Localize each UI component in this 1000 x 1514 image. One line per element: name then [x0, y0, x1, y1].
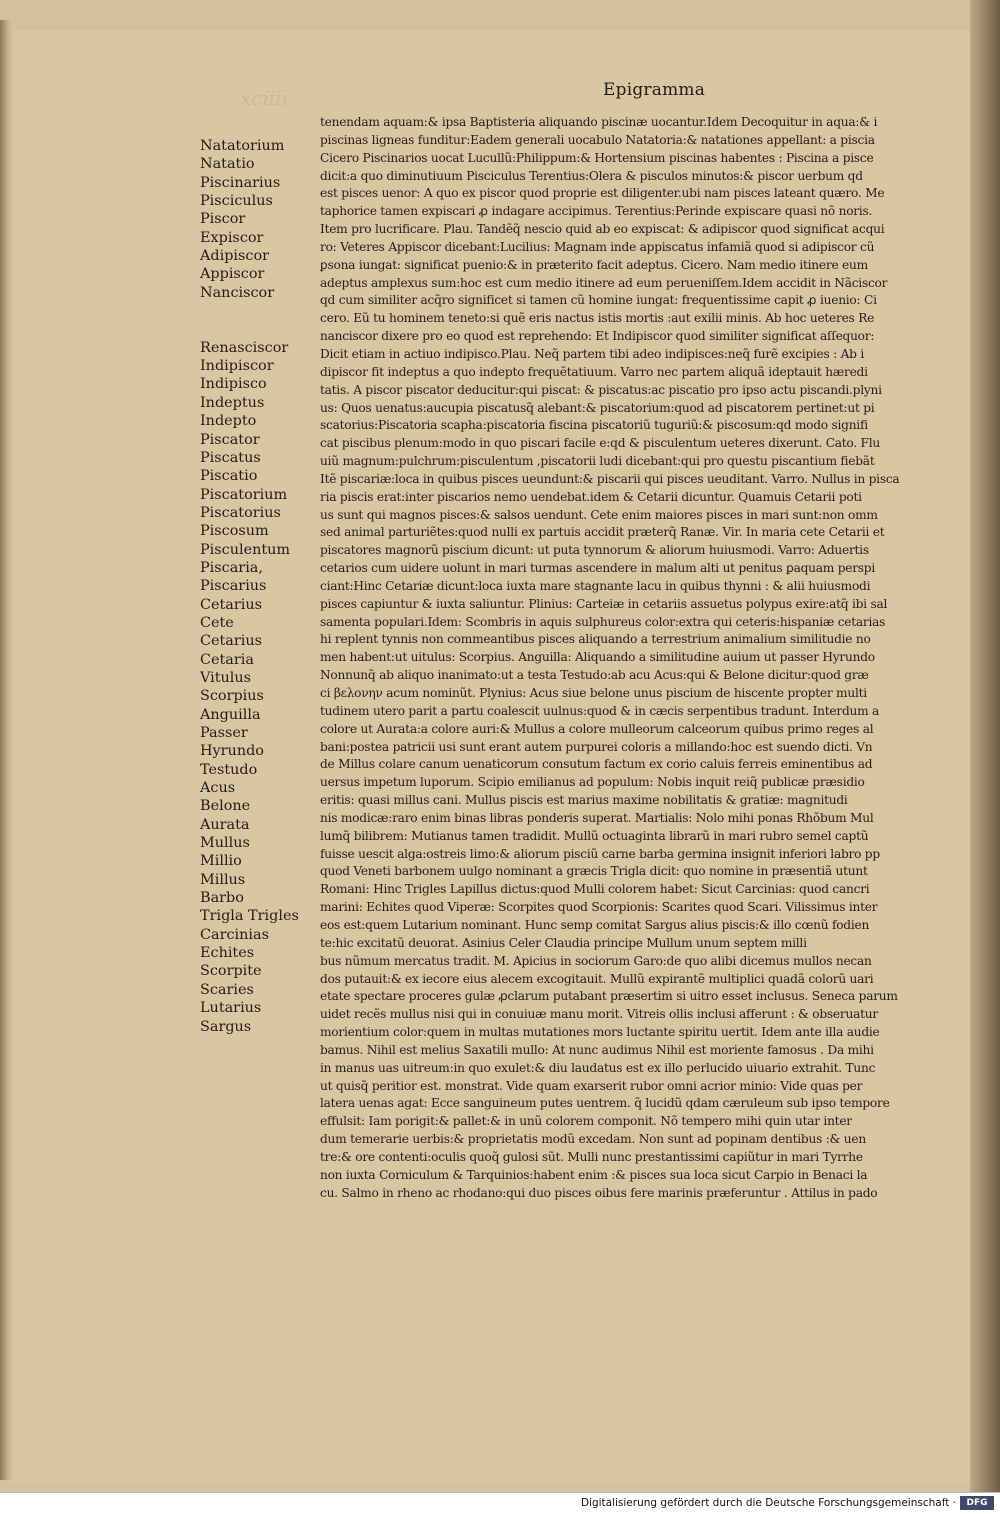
margin-word: Anguilla	[200, 706, 261, 723]
text-line: dum temerarie uerbis:& proprietatis modũ excedam. Non sunt ad popinam dentibus :& uen	[320, 1132, 866, 1147]
text-line: piscatores magnorũ piscium dicunt: ut puta tynnorum & aliorum huiusmodi. Varro: Aduertis	[320, 543, 869, 558]
text-line: taphorice tamen expiscari ꝓ indagare accipimus. Terentius:Perinde expiscare quasi nõ noris.	[320, 204, 873, 219]
text-line: ro: Veteres Appiscor dicebant:Lucilius: Magnam inde appiscatus infamiã quod si adipiscor cũ	[320, 239, 875, 254]
text-line: piscinas ligneas funditur:Eadem generali uocabulo Natatoria:& natationes appellant: a piscia	[320, 132, 875, 147]
text-line: colore ut Aurata:a colore auri:& Mullus a colore mulleorum calceorum quibus primo reges al	[320, 721, 874, 736]
funding-credit: Digitalisierung gefördert durch die Deutsche Forschungsgemeinschaft ·	[580, 1497, 956, 1509]
text-line: effulsit: Iam porigit:& pallet:& in unũ colorem componit. Nõ tempero mihi quin utar inter	[320, 1114, 852, 1129]
margin-word: Hyrundo	[200, 743, 264, 760]
margin-word: Piscarius	[200, 578, 267, 595]
margin-word: Lutarius	[200, 1000, 262, 1017]
text-line: marini: Echites quod Viperæ: Scorpites quod Scorpionis: Scarites quod Scari. Vilissimus inter	[320, 900, 878, 915]
margin-word: Millio	[200, 853, 242, 870]
margin-word: Natatorium	[200, 138, 285, 154]
footer-bar	[0, 1492, 1000, 1514]
text-line: bani:postea patricii usi sunt erant autem purpurei coloris a millando:hoc est suendo dicti. Vn	[320, 739, 873, 754]
text-line: qd cum similiter acq̃ro significet si tamen cũ homine iungat: frequentissime capit ꝓ iuenio: Ci	[320, 293, 877, 308]
text-line: Itẽ piscariæ:loca in quibus pisces ueundunt:& piscarii qui pisces ueuditant. Varro. Nullus in pisca	[320, 471, 900, 486]
text-line: pisces capiuntur & iuxta saliuntur. Plinius: Carteiæ in cetariis assuetus polypus exire:atq̃ ibi sal	[320, 596, 888, 611]
text-line: Item pro lucrificare. Plau. Tandẽq̃ nescio quid ab eo expiscat: & adipiscor quod significat acqui	[320, 222, 885, 237]
text-line: samenta populari.Idem: Scombris in aquis sulphureus color:extra qui ceteris:hispaniæ cetarias	[320, 614, 886, 629]
margin-word	[200, 320, 318, 338]
margin-word: Piscaria,	[200, 559, 263, 576]
text-line: men habent:ut uitulus: Scorpius. Anguilla: Aliquando a similitudine auium ut passer Hyrundo	[320, 650, 875, 665]
margin-word: Adipiscor	[200, 248, 270, 265]
text-line: bamus. Nihil est melius Saxatili mullo: At nunc audimus Nihil est moriente famosus . Da mihi	[320, 1042, 874, 1057]
page-edge-shadow	[970, 0, 1000, 1492]
text-line: hi replent tynnis non commeantibus pisces aliquando a terrestrium animalium similitudie no	[320, 632, 871, 647]
text-line: cu. Salmo in rheno ac rhodano:qui duo pisces oibus fere marinis præferuntur . Attilus in pado	[320, 1185, 878, 1200]
text-line: latera uenas agat: Ecce sanguineum putes uentrem. q̃ lucidũ qdam cæruleum sub ipso tempore	[320, 1096, 890, 1111]
text-line: te:hic excitatũ deuorat. Asinius Celer Claudia principe Mullum unum septem milli	[320, 935, 807, 950]
text-line: etate spectare proceres gulæ ꝓclarum putabant præsertim si uitro esset inclusus. Seneca parum	[320, 989, 898, 1004]
margin-word: Mullus	[200, 835, 250, 852]
running-head: Epigramma	[603, 80, 706, 100]
text-line: ꝑsona iungat: significat puenio:& in præterito facit adeptus. Cicero. Nam medio itinere eum	[320, 257, 868, 272]
margin-word: Cetarius	[200, 596, 263, 613]
margin-word: Acus	[200, 780, 236, 797]
text-line: tenendam aquam:& ipsa Baptisteria aliquando piscinæ uocantur.Idem Decoquitur in aqua:& i	[320, 115, 878, 129]
text-line: nanciscor dixere pro eo quod est reprehendo: Et Indipiscor quod similiter significat aſſequor:	[320, 329, 875, 344]
text-line: bus nũmum mercatus tradit. M. Apicius in sociorum Garo:de quo alibi dicemus mullos necan	[320, 953, 872, 968]
margin-word: Indepto	[200, 413, 257, 430]
margin-word: Pisciculus	[200, 193, 273, 210]
text-line: de Millus colare canum uenaticorum consutum factum ex corio caluis ferreis eminentibus ad	[320, 757, 873, 772]
margin-word: Piscator	[200, 431, 260, 448]
text-line: us sunt qui magnos pisces:& salsos uendunt. Cete enim maiores pisces in mari sunt:non omm	[320, 507, 878, 522]
margin-word: Nanciscor	[200, 284, 275, 301]
margin-word: Barbo	[200, 890, 244, 907]
margin-word: Sargus	[200, 1018, 252, 1035]
margin-word: Scorpius	[200, 688, 264, 705]
text-line: Cicero Piscinarios uocat Lucullũ:Philippum:& Hortensium piscinas habentes : Piscina a pisce	[320, 150, 874, 165]
text-line: ria piscis erat:inter piscarios nemo uendebat.idem & Cetarii dicuntur. Quamuis Cetarii poti	[320, 489, 862, 504]
text-line: non iuxta Corniculum & Tarquinios:habent enim :& pisces sua loca sicut Carpio in Benaci la	[320, 1167, 868, 1182]
text-line: tre:& ore contenti:oculis quoq̃ gulosi sũt. Mulli nunc prestantissimi capiũtur in mari Tyrrhe	[320, 1149, 863, 1164]
text-line: sed animal parturiẽtes:quod nulli ex partuis accidit præterq̃ Ranæ. Vir. In maria cete Cetarii et	[320, 525, 885, 540]
margin-word: Piscatio	[200, 468, 258, 485]
margin-word: Scaries	[200, 981, 254, 998]
text-line: nis modicæ:raro enim binas libras ponderis superat. Martialis: Nolo mihi ponas Rhõbum Mul	[320, 810, 874, 825]
margin-word: Indeptus	[200, 394, 265, 411]
text-line: est pisces uenor: A quo ex piscor quod proprie est diligenter.ubi nam pisces lateant quæro. Me	[320, 186, 885, 201]
margin-word: Piscatorius	[200, 504, 281, 521]
margin-word: Millus	[200, 871, 246, 888]
text-line: tatis. A piscor piscator deducitur:qui piscat: & piscatus:ac piscatio pro ipso actu piscandi.plyni	[320, 382, 882, 397]
dfg-logo: DFG	[960, 1496, 994, 1510]
text-line: cetarios cum uidere uolunt in mari turmas ascendere in malum alti ut penitus ꝑaquam perspi	[320, 561, 875, 576]
margin-word: Piscinarius	[200, 174, 281, 191]
margin-word: Natatio	[200, 156, 255, 173]
text-line: ciant:Hinc Cetariæ dicunt:loca iuxta mare stagnante lacu in quibus thynni : & alii huiusmodi	[320, 578, 871, 593]
margin-word: Piscatorium	[200, 486, 288, 503]
main-text-block	[320, 114, 962, 1202]
text-line: dipiscor fit indeptus a quo indepto frequẽtatiuum. Varro nec partem aliquã ideptauit hæredi	[320, 364, 868, 379]
text-line: Nonnunq̃ ab aliquo inanimato:ut a testa Testudo:ab acu Acus:qui & Belone dicitur:quod græ	[320, 668, 869, 683]
show-through-folio: xciiii	[240, 86, 289, 110]
text-line: lumq̃ bilibrem: Mutianus tamen tradidit. Mullũ octuaginta librarũ in mari rubro semel captũ	[320, 828, 869, 843]
text-line: adeptus amplexus sum:hoc est cum medio itinere ad eum perueniſſem.Idem accidit in Nãciscor	[320, 275, 888, 290]
text-line: ci βελονην acum nominũt. Plynius: Acus siue belone unus piscium de hiscente propter multi	[320, 686, 867, 700]
text-line: morientium color:quem in multas mutationes mors luctante spiritu uertit. Idem ante illa audie	[320, 1025, 880, 1040]
margin-word: Cetaria	[200, 651, 254, 668]
text-line: Romani: Hinc Trigles Lapillus dictus:quod Mulli colorem habet: Sicut Carcinias: quod cancri	[320, 882, 870, 897]
text-line: ut quisq̃ peritior est. monstrat. Vide quam exarserit rubor omni acrior minio: Vide quas per	[320, 1078, 863, 1093]
margin-word: Piscor	[200, 211, 246, 228]
text-line: cat piscibus plenum:modo in quo piscari facile e:qd & pisculentum ueteres dixerunt. Cato. Flu	[320, 436, 881, 451]
margin-word: Indipisco	[200, 376, 267, 393]
text-line: dos putauit:& ex iecore eius alecem excogitauit. Mullũ expirantẽ multiplici quadã colorũ uari	[320, 971, 874, 986]
text-line: in manus uas uitreum:in quo exulet:& diu laudatus est ex illo perlucido uiuario extrahit. Tunc	[320, 1060, 876, 1075]
margin-word: Indipiscor	[200, 358, 274, 375]
text-line: us: Quos uenatus:aucupia piscatusq̃ alebant:& piscatorium:quod ad piscatorem pertinet:ut pi	[320, 400, 875, 415]
margin-word: Trigla Trigles	[200, 908, 299, 925]
margin-word: Renasciscor	[200, 339, 289, 356]
margin-word: Pisculentum	[200, 541, 291, 558]
margin-word: Belone	[200, 798, 251, 815]
margin-word: Carcinias	[200, 926, 269, 943]
text-line: tudinem utero parit a partu coalescit uulnus:quod & in cæcis serpentibus tradunt. Interdum a	[320, 703, 880, 718]
text-line: cero. Eũ tu hominem teneto:si quẽ eris nactus istis mortis :aut exilii minis. Ab hoc ueteres Re	[320, 311, 875, 326]
margin-word: Cete	[200, 614, 234, 631]
margin-word: Echites	[200, 945, 255, 962]
text-line: Dicit etiam in actiuo indipisco.Plau. Neq̃ partem tibi adeo indipisces:neq̃ furẽ excipies : Ab i	[320, 346, 864, 361]
text-line: eritis: quasi millus cani. Mullus piscis est marius maxime nobilitatis & gratiæ: magnitudi	[320, 793, 848, 808]
margin-word: Piscatus	[200, 449, 261, 466]
text-line: uiũ magnum:pulchrum:pisculentum ,piscatorii ludi dicebant:qui pro questu piscantium fiebãt	[320, 454, 875, 469]
margin-word	[200, 302, 318, 320]
margin-word: Vitulus	[200, 669, 252, 686]
text-line: uidet recẽs mullus nisi qui in conuiuæ manu morit. Vitreis ollis inclusi afferunt : & obseruatur	[320, 1007, 878, 1022]
margin-word: Cetarius	[200, 633, 263, 650]
margin-word: Appiscor	[200, 266, 265, 283]
margin-word: Testudo	[200, 761, 258, 778]
margin-word: Passer	[200, 725, 248, 741]
text-line: fuisse uescit alga:ostreis limo:& aliorum pisciũ carne barba germina insignit inferiori labro pp	[320, 846, 880, 861]
text-line: dicit:a quo diminutiuum Pisciculus Terentius:Olera & pisculos minutos:& piscor uerbum qd	[320, 168, 863, 183]
margin-word: Piscosum	[200, 523, 269, 540]
text-line: uersus impetum luporum. Scipio emilianus ad populum: Nobis inquit reiq̃ publicæ præsidio	[320, 775, 865, 790]
binding-edge	[0, 20, 14, 1480]
text-line: scatorius:Piscatoria scapha:piscatoria fiscina piscatoriũ tuguriũ:& piscosum:qd modo signifi	[320, 418, 868, 433]
text-line: quod Veneti barbonem uulgo nominant a græcis Trigla dicit: quo nomine in præsentiã utunt	[320, 864, 868, 879]
margin-word: Expiscor	[200, 229, 264, 246]
text-line: eos est:quem Lutarium nominant. Hunc semp comitat Sargus alius piscis:& illo cœnũ fodien	[320, 917, 870, 932]
margin-word: Aurata	[200, 816, 250, 833]
margin-word: Scorpite	[200, 963, 262, 980]
marginal-glosses	[200, 137, 318, 1036]
